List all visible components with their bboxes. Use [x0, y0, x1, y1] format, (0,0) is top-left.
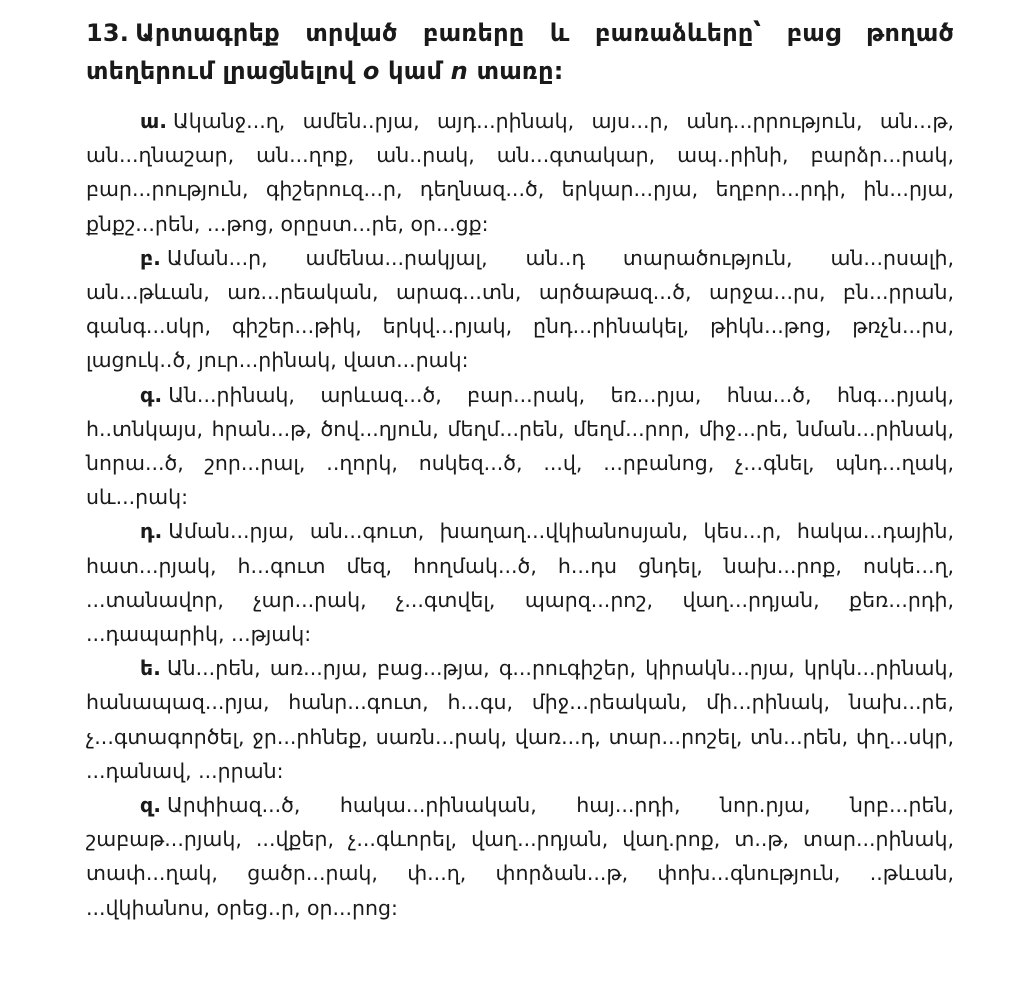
section-label: զ.: [140, 793, 161, 818]
exercise-heading: [86, 14, 954, 90]
section-label: գ.: [140, 382, 163, 407]
section-text: Ան...րեն, առ...րյա, բաց...թյա, գ...րուգիշեր, կիրակն...րյա, կրկն...րինակ, հանապազ...րյա, հանր...գուտ, հ...գս, միջ...րեական, մի...րինակ, նախ...րե, չ...գտագործել, ջր...րհնեք, սառն...րակ, վառ...դ, տար...րոշել, տն...րեն, փղ...սկր, ...դանավ, ...րրան:: [86, 656, 954, 783]
section-text: Արփիազ...ծ, հակա...րինական, հայ...րդի, նոր.րյա, նրբ...րեն, շաբաթ...րյակ, ...վքեր, չ...գևորել, վաղ...րդյան, վաղ.րոք, տ..թ, տար...րինակ, տափ...ղակ, ցածր...րակ, փ...ղ, փորձան...թ, փոխ...գնություն, ..թևան, ...վկիանոս, օրեց..ր, օր...րոց:: [86, 793, 954, 920]
section-label: դ.: [140, 519, 163, 544]
section-b: [86, 241, 954, 378]
section-a: [86, 104, 954, 241]
or-word: կամ: [388, 57, 443, 85]
section-e: [86, 651, 954, 788]
section-text: Աման...րյա, ան...գուտ, խաղաղ...վկիանոսյան, կես...ր, հակա...դային, հատ...րյակ, հ...գուտ մեզ, հողմակ...ծ, հ...դս ցնդել, նախ...րոք, ոսկե...ղ, ...տանավոր, չար...րակ, չ...գտվել, պարզ...րոշ, վաղ...րդյան, քեռ...րդի, ...դապարիկ, ...թյակ:: [86, 519, 954, 647]
exercise-instruction: Արտագրեք տրված բառերը և բառաձևերը՝ բաց թողած տեղերում լրացնելով: [86, 19, 954, 85]
section-text: Աման...ր, ամենա...րակյալ, ան..դ տարածություն, ան...րսալի, ան...թևան, առ...րեական, արագ...տն, արծաթազ...ծ, արջա...րս, բն...րրան, գանգ...սկր, գիշեր...թիկ, երկվ...րյակ, ընդ...րինակել, թիկն...թոց, թռչն...րս, լացուկ..ծ, յուր...րինակ, վատ...րակ:: [86, 245, 954, 373]
exercise-number: 13.: [86, 19, 130, 47]
textbook-page: [86, 14, 954, 925]
section-c: [86, 378, 954, 515]
letter-o: օ: [362, 57, 380, 85]
section-label: ա.: [140, 109, 168, 133]
exercise-instruction-end: տառը:: [476, 57, 564, 85]
section-text: Ան...րինակ, արևազ...ծ, բար...րակ, եռ...րյա, հնա...ծ, հնգ...րյակ, հ..տնկայս, հրան...թ, ծով...ղյուն, մեղմ...րեն, մեղմ...րոր, միջ...րե, նման...րինակ, նորա...ծ, շոր...րալ, ..ղորկ, ոսկեզ...ծ, ...վ, ...րբանոց, չ...գնել, պնդ...ղակ, սև...րակ:: [86, 382, 954, 510]
section-d: [86, 514, 954, 651]
section-f: [86, 788, 954, 925]
section-label: բ.: [140, 245, 161, 270]
letter-vo: ո: [450, 57, 469, 85]
section-text: Ականջ...ղ, ամեն..րյա, այդ...րինակ, այս...ր, անդ...րրություն, ան...թ, ան...ղնաշար, ան...ղոք, ան..րակ, ան...գտակար, ապ..րինի, բարձր...րակ, բար...րություն, գիշերուզ...ր, դեղնազ...ծ, երկար...րյա, եղբոր...րդի, ին...րյա, քնքշ...րեն, ...թոց, օրըստ...րե, օր...ցք:: [86, 109, 954, 236]
section-label: ե.: [140, 656, 161, 681]
